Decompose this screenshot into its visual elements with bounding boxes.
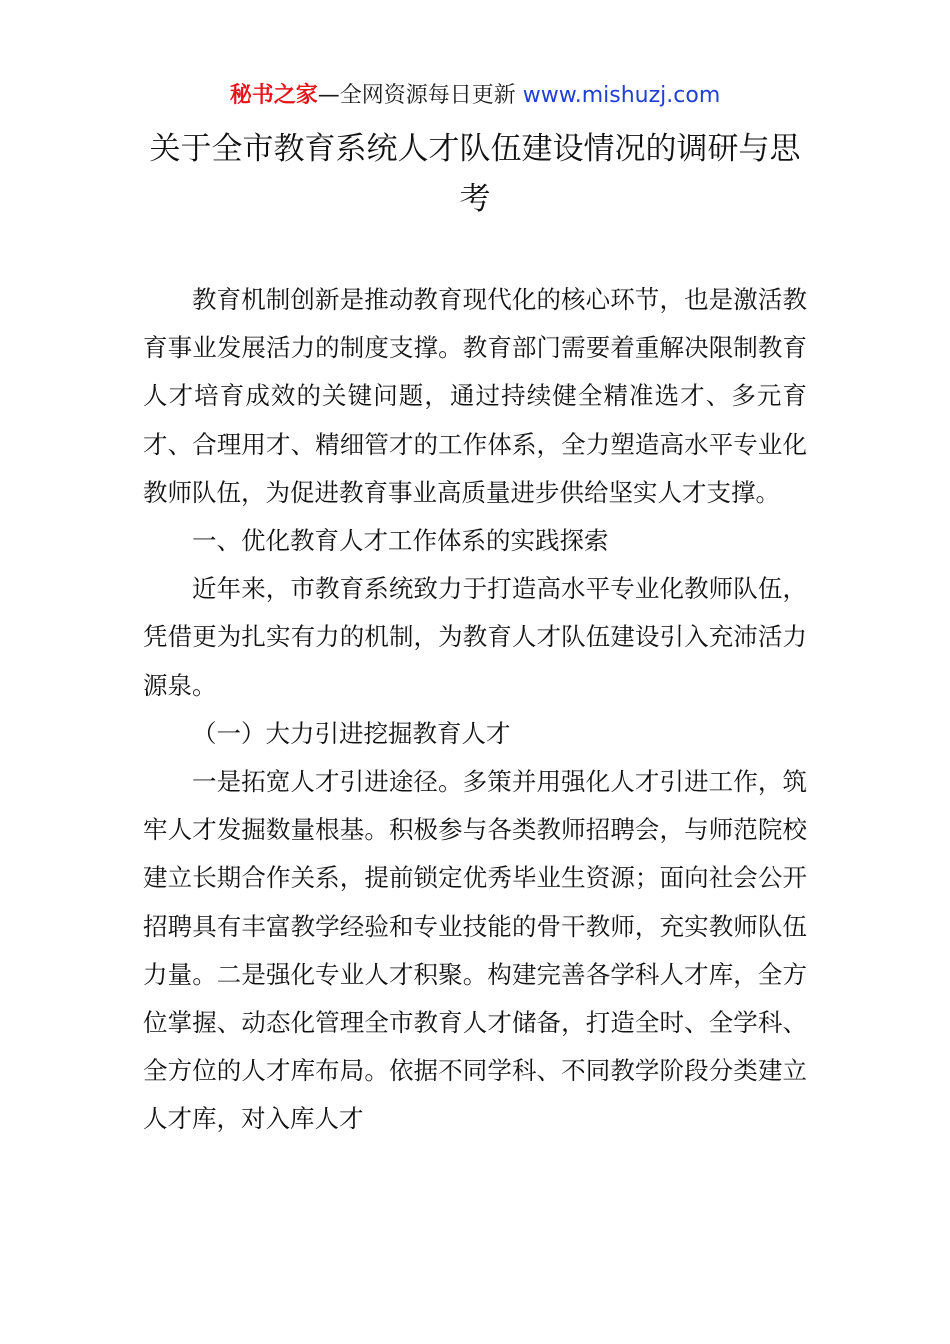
- section-paragraph: 近年来，市教育系统致力于打造高水平专业化教师队伍，凭借更为扎实有力的机制，为教育人才队伍建设引入充沛活力源泉。: [143, 574, 807, 700]
- site-url-link[interactable]: www.mishuzj.com: [522, 83, 721, 108]
- site-tagline: —全网资源每日更新: [317, 83, 523, 108]
- section-heading-1: 一、优化教育人才工作体系的实践探索: [192, 526, 609, 556]
- subsection-heading-1: （一）大力引进挖掘教育人才: [192, 718, 511, 748]
- document-body: [143, 276, 807, 1144]
- intro-paragraph: 教育机制创新是推动教育现代化的核心环节，也是激活教育事业发展活力的制度支撑。教育部门需要着重解决限制教育人才培育成效的关键问题，通过持续健全精准选才、多元育才、合理用才、精细管才的工作体系，全力塑造高水平专业化教师队伍，为促进教育事业高质量进步供给坚实人才支撑。: [143, 285, 807, 507]
- document-title: 关于全市教育系统人才队伍建设情况的调研与思考: [149, 131, 801, 217]
- site-brand: 秘书之家: [229, 83, 318, 108]
- subsection-paragraph: 一是拓宽人才引进途径。多策并用强化人才引进工作，筑牢人才发掘数量根基。积极参与各类教师招聘会，与师范院校建立长期合作关系，提前锁定优秀毕业生资源；面向社会公开招聘具有丰富教学经验和专业技能的骨干教师，充实教师队伍力量。二是强化专业人才积聚。构建完善各学科人才库，全方位掌握、动态化管理全市教育人才储备，打造全时、全学科、全方位的人才库布局。依据不同学科、不同教学阶段分类建立人才库，对入库人才: [143, 767, 807, 1134]
- site-header: [0, 80, 950, 112]
